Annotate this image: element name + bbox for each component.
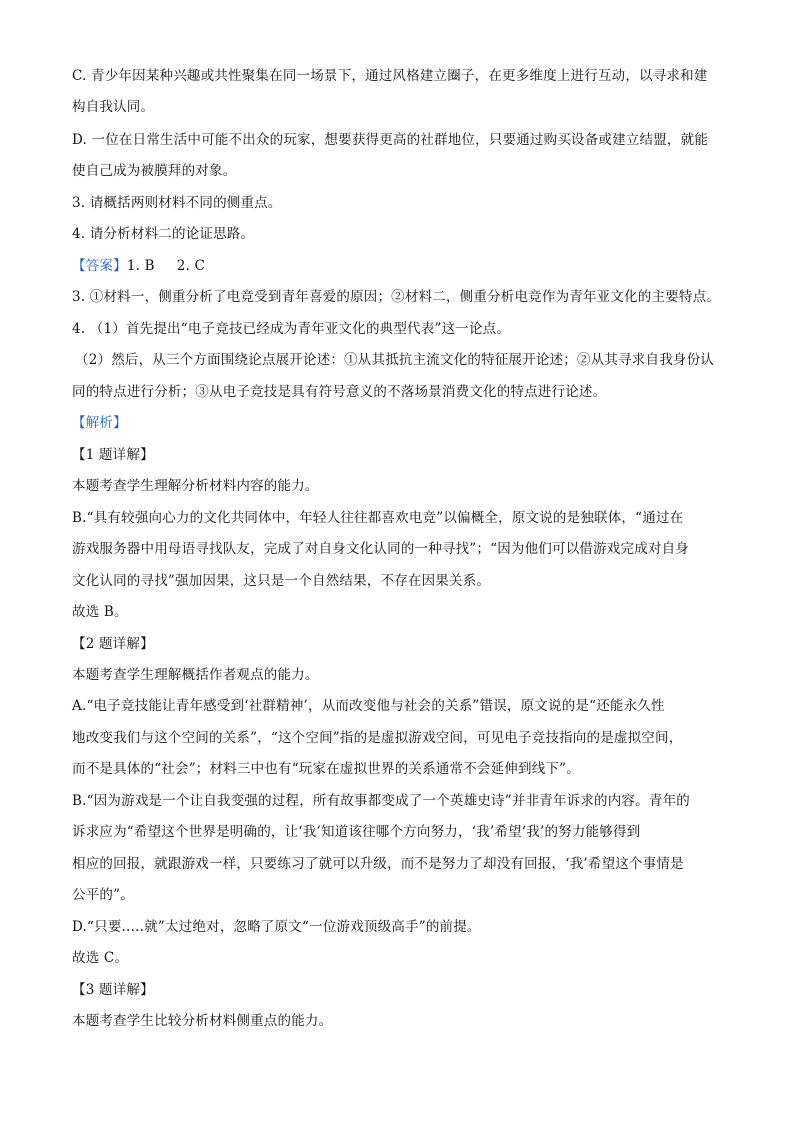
q2-option-a-line-1: A.“电子竞技能让青年感受到‘社群精神’，从而改变他与社会的关系”错误，原文说的是“还能永久性 xyxy=(72,698,665,714)
q3-intro: 本题考查学生比较分析材料侧重点的能力。 xyxy=(72,1013,333,1029)
answer-item-1: 1. B xyxy=(126,258,155,274)
q1-body-line-2: 游戏服务器中用母语寻找队友，完成了对自身文化认同的一种寻找”；“因为他们可以借游戏完成对自身 xyxy=(72,541,690,557)
question-4: 4. 请分析材料二的论证思路。 xyxy=(72,226,255,242)
answer-label: 【答案】 xyxy=(72,258,127,274)
q2-option-a-line-2: 地改变我们与这个空间的关系”，“这个空间”指的是虚拟游戏空间，可见电子竞技指向的是虚拟空间， xyxy=(72,730,683,746)
q2-option-b-line-4: 公平的”。 xyxy=(72,887,134,903)
q1-conclusion: 故选 B。 xyxy=(72,604,128,620)
answer-3: 3. ①材料一，侧重分析了电竞受到青年喜爱的原因；②材料二，侧重分析电竞作为青年亚文化的主要特点。 xyxy=(72,289,720,305)
q2-option-b-line-2: 诉求应为“希望这个世界是明确的，让‘我’知道该往哪个方向努力，‘我’希望‘我’的努力能够得到 xyxy=(72,824,641,840)
q3-heading: 【3 题详解】 xyxy=(72,982,154,998)
q2-option-b-line-1: B.“因为游戏是一个让自我变强的过程，所有故事都变成了一个英雄史诗”并非青年诉求的内容。青年的 xyxy=(72,793,690,809)
q1-body-line-1: B.“具有较强向心力的文化共同体中，年轻人往往都喜欢电竞”以偏概全，原文说的是独联体，“通过在 xyxy=(72,510,684,526)
answer-4-part-1: 4. （1）首先提出“电子竞技已经成为青年亚文化的典型代表”这一论点。 xyxy=(72,321,511,337)
q2-option-d: D.“只要..…就”太过绝对，忽略了原文“一位游戏顶级高手”的前提。 xyxy=(72,919,481,935)
question-3: 3. 请概括两则材料不同的侧重点。 xyxy=(72,195,282,211)
answer-4-part-2-line-2: 同的特点进行分析；③从电子竞技是具有符号意义的不落场景消费文化的特点进行论述。 xyxy=(72,384,607,400)
answer-4-part-2-line-1: （2）然后，从三个方面围绕论点展开论述：①从其抵抗主流文化的特征展开论述；②从其寻求自我身份认 xyxy=(75,352,714,368)
q2-conclusion: 故选 C。 xyxy=(72,950,129,966)
option-d-line-1: D. 一位在日常生活中可能不出众的玩家，想要获得更高的社群地位，只要通过购买设备或建立结盟，就能 xyxy=(72,132,709,148)
analysis-label: 【解析】 xyxy=(72,415,127,431)
q2-option-b-line-3: 相应的回报，就跟游戏一样，只要练习了就可以升级，而不是努力了却没有回报，‘我’希望这个事情是 xyxy=(72,856,684,872)
option-d-line-2: 使自己成为被膜拜的对象。 xyxy=(72,163,237,179)
q2-intro: 本题考查学生理解概括作者观点的能力。 xyxy=(72,667,319,683)
answer-row xyxy=(72,257,732,275)
answer-item-2: 2. C xyxy=(176,258,206,274)
q2-option-a-line-3: 而不是具体的“社会”；材料三中也有“玩家在虚拟世界的关系通常不会延伸到线下”。 xyxy=(72,761,580,777)
option-c-line-2: 构自我认同。 xyxy=(72,99,155,115)
option-c-line-1: C. 青少年因某种兴趣或共性聚集在同一场景下，通过风格建立圈子，在更多维度上进行互动，以寻求和建 xyxy=(72,68,708,84)
q2-heading: 【2 题详解】 xyxy=(72,636,154,652)
q1-intro: 本题考查学生理解分析材料内容的能力。 xyxy=(72,478,319,494)
q1-heading: 【1 题详解】 xyxy=(72,447,154,463)
q1-body-line-3: 文化认同的寻找”强加因果，这只是一个自然结果，不存在因果关系。 xyxy=(72,573,491,589)
